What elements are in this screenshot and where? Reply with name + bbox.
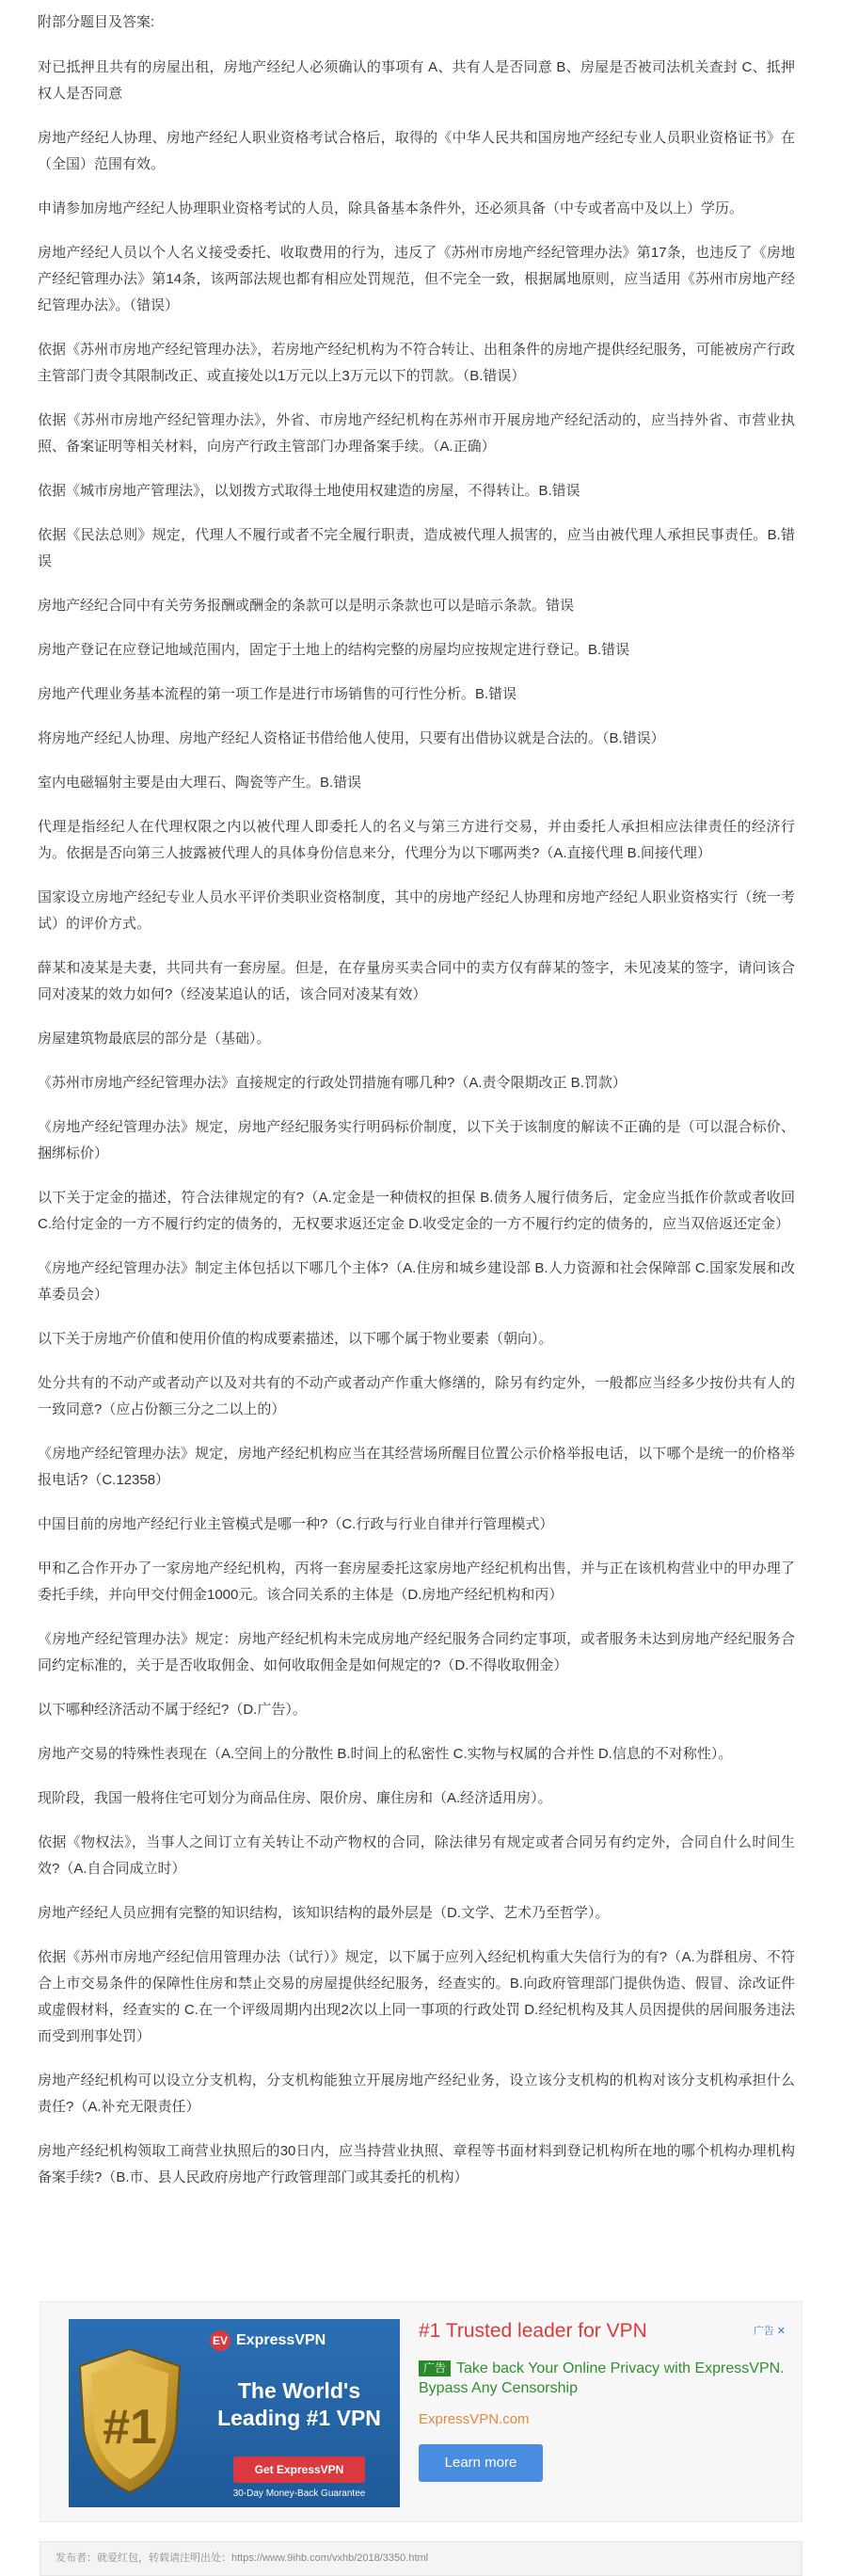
qa-paragraph: 将房地产经纪人协理、房地产经纪人资格证书借给他人使用，只要有出借协议就是合法的。（B.错误） <box>38 730 665 746</box>
ad-card[interactable] <box>40 2301 802 2522</box>
ad-guarantee-text: 30-Day Money-Back Guarantee <box>232 2488 366 2499</box>
qa-paragraph: 现阶段，我国一般将住宅可划分为商品住房、限价房、廉住房和（A.经济适用房）。 <box>38 1790 552 1806</box>
ad-body-text: Take back Your Online Privacy with ExpressVPN. Bypass Any Censorship <box>419 2360 785 2396</box>
learn-more-button[interactable]: Learn more <box>419 2444 543 2482</box>
qa-paragraph: 依据《民法总则》规定，代理人不履行或者不完全履行职责，造成被代理人损害的，应当由被代理人承担民事责任。B.错误 <box>38 527 795 569</box>
ad-url-link[interactable]: ExpressVPN.com <box>419 2411 530 2427</box>
expressvpn-logo-icon: EV <box>210 2330 230 2351</box>
qa-paragraph: 处分共有的不动产或者动产以及对共有的不动产或者动产作重大修缮的，除另有约定外，一般都应当经多少按份共有人的一致同意?（应占份额三分之二以上的） <box>38 1375 795 1417</box>
qa-paragraph: 房地产经纪人员应拥有完整的知识结构，该知识结构的最外层是（D.文学、艺术乃至哲学）。 <box>38 1905 610 1921</box>
qa-paragraph: 《房地产经纪管理办法》规定：房地产经纪机构未完成房地产经纪服务合同约定事项，或者服务未达到房地产经纪服务合同约定标准的，关于是否收取佣金、如何收取佣金是如何规定的?（D.不得收取佣金） <box>38 1631 795 1673</box>
source-attribution: 发布者：就爱红包，转载请注明出处：https://www.9ihb.com/vxhb/2018/3350.html <box>40 2541 802 2576</box>
qa-paragraph: 国家设立房地产经纪专业人员水平评价类职业资格制度，其中的房地产经纪人协理和房地产经纪人职业资格实行（统一考试）的评价方式。 <box>38 889 795 932</box>
qa-paragraph: 室内电磁辐射主要是由大理石、陶瓷等产生。B.错误 <box>38 775 362 791</box>
ad-brand-logo <box>210 2330 326 2351</box>
ad-title-link[interactable]: #1 Trusted leader for VPN <box>419 2320 647 2342</box>
qa-paragraph: 房地产经纪机构领取工商营业执照后的30日内，应当持营业执照、章程等书面材料到登记机构所在地的哪个机构办理机构备案手续?（B.市、县人民政府房地产行政管理部门或其委托的机构） <box>38 2143 795 2185</box>
qa-paragraph: 依据《苏州市房地产经纪管理办法》，若房地产经纪机构为不符合转让、出租条件的房地产提供经纪服务，可能被房产行政主管部门责令其限制改正、或直接处以1万元以上3万元以下的罚款。（B.错误） <box>38 342 795 384</box>
qa-paragraph: 房地产经纪人员以个人名义接受委托、收取费用的行为，违反了《苏州市房地产经纪管理办法》第17条，也违反了《房地产经纪管理办法》第14条，该两部法规也都有相应处罚规范，但不完全一致，根据属地原则，应当适用《苏州市房地产经纪管理办法》。（错误） <box>38 245 795 313</box>
qa-list <box>38 55 795 2191</box>
ad-brand-name: ExpressVPN <box>236 2332 326 2349</box>
qa-paragraph: 以下哪种经济活动不属于经纪?（D.广告）。 <box>38 1702 307 1718</box>
qa-paragraph: 以下关于定金的描述，符合法律规定的有?（A.定金是一种债权的担保 B.债务人履行债务后，定金应当抵作价款或者收回 C.给付定金的一方不履行约定的债务的，无权要求返还定金 D.收受定金的一方不履行约定的债务的，应当双倍返还定金） <box>38 1190 795 1232</box>
qa-paragraph: 依据《苏州市房地产经纪管理办法》，外省、市房地产经纪机构在苏州市开展房地产经纪活动的，应当持外省、市营业执照、备案证明等相关材料，向房产行政主管部门办理备案手续。（A.正确） <box>38 412 795 455</box>
ad-badge: 广告 <box>419 2360 451 2376</box>
qa-paragraph: 代理是指经纪人在代理权限之内以被代理人即委托人的名义与第三方进行交易，并由委托人承担相应法律责任的经济行为。依据是否向第三人披露被代理人的具体身份信息来分，代理分为以下哪两类?（A.直接代理 B.间接代理） <box>38 819 795 861</box>
qa-paragraph: 依据《苏州市房地产经纪信用管理办法（试行）》规定，以下属于应列入经纪机构重大失信行为的有?（A.为群租房、不符合上市交易条件的保障性住房和禁止交易的房屋提供经纪服务，经查实的。B.向政府管理部门提供伪造、假冒、涂改证件或虚假材料，经查实的 C.在一个评级周期内出现2次以上同一事项的行政处罚 D.经纪机构及其人员因提供的居间服务违法而受到刑事处罚） <box>38 1949 795 2044</box>
close-icon[interactable]: ✕ <box>776 2326 786 2337</box>
qa-paragraph: 房屋建筑物最底层的部分是（基础）。 <box>38 1031 271 1047</box>
qa-paragraph: 房地产经纪人协理、房地产经纪人职业资格考试合格后，取得的《中华人民共和国房地产经纪专业人员职业资格证书》在（全国）范围有效。 <box>38 130 795 172</box>
qa-paragraph: 申请参加房地产经纪人协理职业资格考试的人员，除具备基本条件外，还必须具备（中专或者高中及以上）学历。 <box>38 200 744 216</box>
qa-paragraph: 房地产经纪机构可以设立分支机构，分支机构能独立开展房地产经纪业务，设立该分支机构的机构对该分支机构承担什么责任?（A.补充无限责任） <box>38 2072 795 2115</box>
qa-paragraph: 房地产经纪合同中有关劳务报酬或酬金的条款可以是明示条款也可以是暗示条款。错误 <box>38 598 575 614</box>
qa-paragraph: 房地产登记在应登记地域范围内，固定于土地上的结构完整的房屋均应按规定进行登记。B.错误 <box>38 642 630 658</box>
qa-paragraph: 以下关于房地产价值和使用价值的构成要素描述，以下哪个属于物业要素（朝向）。 <box>38 1331 553 1347</box>
qa-paragraph: 房地产交易的特殊性表现在（A.空间上的分散性 B.时间上的私密性 C.实物与权属的合并性 D.信息的不对称性）。 <box>38 1746 733 1762</box>
ad-image[interactable] <box>69 2319 400 2507</box>
qa-paragraph: 《房地产经纪管理办法》规定，房地产经纪机构应当在其经营场所醒目位置公示价格举报电话，以下哪个是统一的价格举报电话?（C.12358） <box>38 1446 795 1488</box>
shield-badge-icon <box>74 2345 185 2496</box>
qa-paragraph: 对已抵押且共有的房屋出租，房地产经纪人必须确认的事项有 A、共有人是否同意 B、房屋是否被司法机关查封 C、抵押权人是否同意 <box>38 59 795 102</box>
shield-text: #1 <box>103 2400 157 2455</box>
qa-paragraph: 甲和乙合作开办了一家房地产经纪机构，丙将一套房屋委托这家房地产经纪机构出售，并与正在该机构营业中的甲办理了委托手续，并向甲交付佣金1000元。该合同关系的主体是（D.房地产经纪机构和丙） <box>38 1560 795 1603</box>
ad-text-panel <box>419 2319 786 2482</box>
qa-paragraph: 《房地产经纪管理办法》制定主体包括以下哪几个主体?（A.住房和城乡建设部 B.人力资源和社会保障部 C.国家发展和改革委员会） <box>38 1260 795 1303</box>
qa-paragraph: 房地产代理业务基本流程的第一项工作是进行市场销售的可行性分析。B.错误 <box>38 686 517 702</box>
qa-paragraph: 中国目前的房地产经纪行业主管模式是哪一种?（C.行政与行业自律并行管理模式） <box>38 1516 554 1532</box>
ad-image-cta-button[interactable]: Get ExpressVPN <box>233 2456 365 2483</box>
qa-paragraph: 《苏州市房地产经纪管理办法》直接规定的行政处罚措施有哪几种?（A.责令限期改正 B.罚款） <box>38 1075 627 1091</box>
section-heading: 附部分题目及答案: <box>38 14 155 30</box>
qa-paragraph: 薛某和凌某是夫妻，共同共有一套房屋。但是，在存量房买卖合同中的卖方仅有薛某的签字，未见凌某的签字，请问该合同对凌某的效力如何?（经凌某追认的话，该合同对凌某有效） <box>38 960 795 1002</box>
qa-paragraph: 依据《物权法》，当事人之间订立有关转让不动产物权的合同，除法律另有规定或者合同另有约定外，合同自什么时间生效?（A.自合同成立时） <box>38 1834 795 1877</box>
ad-choices[interactable] <box>754 2323 786 2338</box>
qa-paragraph: 依据《城市房地产管理法》，以划拨方式取得土地使用权建造的房屋，不得转让。B.错误 <box>38 483 580 499</box>
qa-paragraph: 《房地产经纪管理办法》规定，房地产经纪服务实行明码标价制度，以下关于该制度的解读不正确的是（可以混合标价、捆绑标价） <box>38 1119 795 1161</box>
ad-tag-label: 广告 <box>753 2326 774 2337</box>
ad-description <box>419 2359 786 2398</box>
ad-image-headline: The World's Leading #1 VPN <box>217 2378 381 2430</box>
article-body <box>38 9 795 2209</box>
